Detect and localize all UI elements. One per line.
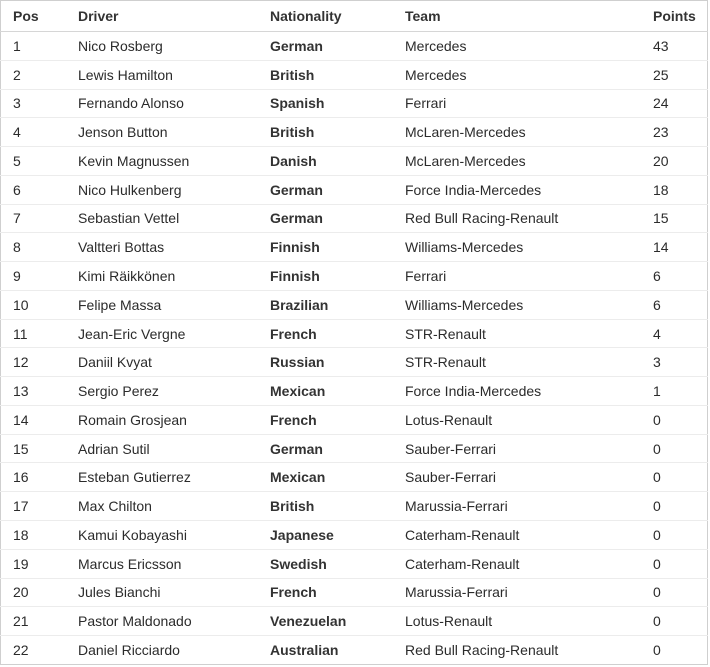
points-cell: 6 xyxy=(653,262,708,291)
position-cell: 19 xyxy=(1,549,79,578)
points-cell: 15 xyxy=(653,204,708,233)
position-cell: 12 xyxy=(1,348,79,377)
nationality-cell: German xyxy=(270,434,405,463)
position-cell: 1 xyxy=(1,32,79,61)
points-cell: 24 xyxy=(653,89,708,118)
nationality-column-header: Nationality xyxy=(270,1,405,32)
nationality-cell: Danish xyxy=(270,147,405,176)
table-row xyxy=(1,607,708,636)
driver-name-cell: Fernando Alonso xyxy=(78,89,270,118)
table-row xyxy=(1,60,708,89)
driver-name-cell: Sergio Perez xyxy=(78,377,270,406)
points-cell: 43 xyxy=(653,32,708,61)
table-row xyxy=(1,147,708,176)
position-cell: 11 xyxy=(1,319,79,348)
points-cell: 14 xyxy=(653,233,708,262)
nationality-cell: Spanish xyxy=(270,89,405,118)
team-cell: Williams-Mercedes xyxy=(405,233,653,262)
table-row xyxy=(1,204,708,233)
team-cell: Caterham-Renault xyxy=(405,549,653,578)
points-cell: 0 xyxy=(653,492,708,521)
position-cell: 8 xyxy=(1,233,79,262)
driver-name-cell: Romain Grosjean xyxy=(78,405,270,434)
team-cell: Caterham-Renault xyxy=(405,521,653,550)
table-row xyxy=(1,319,708,348)
driver-name-cell: Pastor Maldonado xyxy=(78,607,270,636)
table-row xyxy=(1,118,708,147)
nationality-cell: Australian xyxy=(270,642,339,659)
points-cell: 20 xyxy=(653,147,708,176)
points-cell: 23 xyxy=(653,118,708,147)
position-cell: 18 xyxy=(1,521,79,550)
nationality-cell: Mexican xyxy=(270,463,405,492)
nationality-cell: British xyxy=(270,118,405,147)
team-cell: Red Bull Racing-Renault xyxy=(405,642,559,659)
nationality-cell: French xyxy=(270,405,405,434)
driver-name-cell: Daniil Kvyat xyxy=(78,348,270,377)
nationality-cell: Brazilian xyxy=(270,290,405,319)
table-row xyxy=(1,549,708,578)
driver-name-cell: Esteban Gutierrez xyxy=(78,463,270,492)
nationality-cell: Finnish xyxy=(270,233,405,262)
team-cell: Force India-Mercedes xyxy=(405,175,653,204)
team-cell: Marussia-Ferrari xyxy=(405,578,653,607)
table-row xyxy=(1,175,708,204)
position-cell: 5 xyxy=(1,147,79,176)
position-cell: 14 xyxy=(1,405,79,434)
team-cell: Lotus-Renault xyxy=(405,607,653,636)
team-cell: Marussia-Ferrari xyxy=(405,492,653,521)
nationality-cell: British xyxy=(270,492,405,521)
team-column-header: Team xyxy=(405,1,653,32)
driver-name-cell: Max Chilton xyxy=(78,492,270,521)
table-row xyxy=(1,233,708,262)
driver-name-cell: Adrian Sutil xyxy=(78,434,270,463)
position-cell: 16 xyxy=(1,463,79,492)
driver-name-cell: Kevin Magnussen xyxy=(78,147,270,176)
table-row xyxy=(1,405,708,434)
driver-name-cell: Jenson Button xyxy=(78,118,270,147)
pos-column-header: Pos xyxy=(1,1,79,32)
position-cell: 21 xyxy=(1,607,79,636)
points-cell: 0 xyxy=(653,405,708,434)
points-cell: 0 xyxy=(653,642,661,659)
nationality-cell: German xyxy=(270,175,405,204)
position-cell: 15 xyxy=(1,434,79,463)
position-cell: 6 xyxy=(1,175,79,204)
points-cell: 25 xyxy=(653,60,708,89)
nationality-cell: Venezuelan xyxy=(270,607,405,636)
points-cell: 0 xyxy=(653,463,708,492)
position-cell: 3 xyxy=(1,89,79,118)
driver-name-cell: Jean-Eric Vergne xyxy=(78,319,270,348)
points-cell: 6 xyxy=(653,290,708,319)
nationality-cell: French xyxy=(270,319,405,348)
nationality-cell: British xyxy=(270,60,405,89)
driver-name-cell: Jules Bianchi xyxy=(78,578,270,607)
team-cell: Lotus-Renault xyxy=(405,405,653,434)
table-header xyxy=(1,1,708,32)
driver-name-cell: Lewis Hamilton xyxy=(78,60,270,89)
table-row xyxy=(1,492,708,521)
position-cell: 7 xyxy=(1,204,79,233)
team-cell: Force India-Mercedes xyxy=(405,377,653,406)
nationality-cell: German xyxy=(270,32,405,61)
team-cell: STR-Renault xyxy=(405,348,653,377)
table-row xyxy=(1,636,708,665)
points-cell: 1 xyxy=(653,377,708,406)
driver-name-cell: Marcus Ericsson xyxy=(78,549,270,578)
driver-name-cell: Nico Hulkenberg xyxy=(78,175,270,204)
nationality-cell: Russian xyxy=(270,348,405,377)
table-row xyxy=(1,463,708,492)
points-cell: 0 xyxy=(653,578,708,607)
driver-name-cell: Valtteri Bottas xyxy=(78,233,270,262)
table-row xyxy=(1,32,708,61)
nationality-cell: French xyxy=(270,578,405,607)
points-column-header: Points xyxy=(653,1,708,32)
table-row xyxy=(1,521,708,550)
position-cell: 2 xyxy=(1,60,79,89)
driver-name-cell: Kimi Räikkönen xyxy=(78,262,270,291)
team-cell: Sauber-Ferrari xyxy=(405,463,653,492)
points-cell: 18 xyxy=(653,175,708,204)
driver-name-cell: Sebastian Vettel xyxy=(78,204,270,233)
team-cell: Ferrari xyxy=(405,262,653,291)
table-row xyxy=(1,290,708,319)
points-cell: 0 xyxy=(653,549,708,578)
team-cell: Williams-Mercedes xyxy=(405,290,653,319)
nationality-cell: Japanese xyxy=(270,521,405,550)
position-cell: 22 xyxy=(13,642,29,659)
nationality-cell: Swedish xyxy=(270,549,405,578)
table-body xyxy=(1,32,708,665)
points-cell: 0 xyxy=(653,521,708,550)
points-cell: 0 xyxy=(653,607,708,636)
points-cell: 4 xyxy=(653,319,708,348)
position-cell: 20 xyxy=(1,578,79,607)
driver-column-header: Driver xyxy=(78,1,270,32)
team-cell: STR-Renault xyxy=(405,319,653,348)
team-cell: Red Bull Racing-Renault xyxy=(405,204,653,233)
position-cell: 4 xyxy=(1,118,79,147)
nationality-cell: Mexican xyxy=(270,377,405,406)
nationality-cell: Finnish xyxy=(270,262,405,291)
driver-name-cell: Daniel Ricciardo xyxy=(78,642,180,659)
team-cell: Sauber-Ferrari xyxy=(405,434,653,463)
position-cell: 13 xyxy=(1,377,79,406)
points-cell: 3 xyxy=(653,348,708,377)
table-row xyxy=(1,578,708,607)
team-cell: Mercedes xyxy=(405,60,653,89)
position-cell: 17 xyxy=(1,492,79,521)
driver-name-cell: Nico Rosberg xyxy=(78,32,270,61)
team-cell: McLaren-Mercedes xyxy=(405,147,653,176)
table-row xyxy=(1,434,708,463)
position-cell: 10 xyxy=(1,290,79,319)
points-cell: 0 xyxy=(653,434,708,463)
driver-name-cell: Kamui Kobayashi xyxy=(78,521,270,550)
table-row xyxy=(1,262,708,291)
position-cell: 9 xyxy=(1,262,79,291)
team-cell: McLaren-Mercedes xyxy=(405,118,653,147)
table-row xyxy=(1,348,708,377)
driver-name-cell: Felipe Massa xyxy=(78,290,270,319)
table-row xyxy=(1,377,708,406)
header-row xyxy=(1,1,708,32)
team-cell: Ferrari xyxy=(405,89,653,118)
team-cell: Mercedes xyxy=(405,32,653,61)
table-row xyxy=(1,89,708,118)
nationality-cell: German xyxy=(270,204,405,233)
